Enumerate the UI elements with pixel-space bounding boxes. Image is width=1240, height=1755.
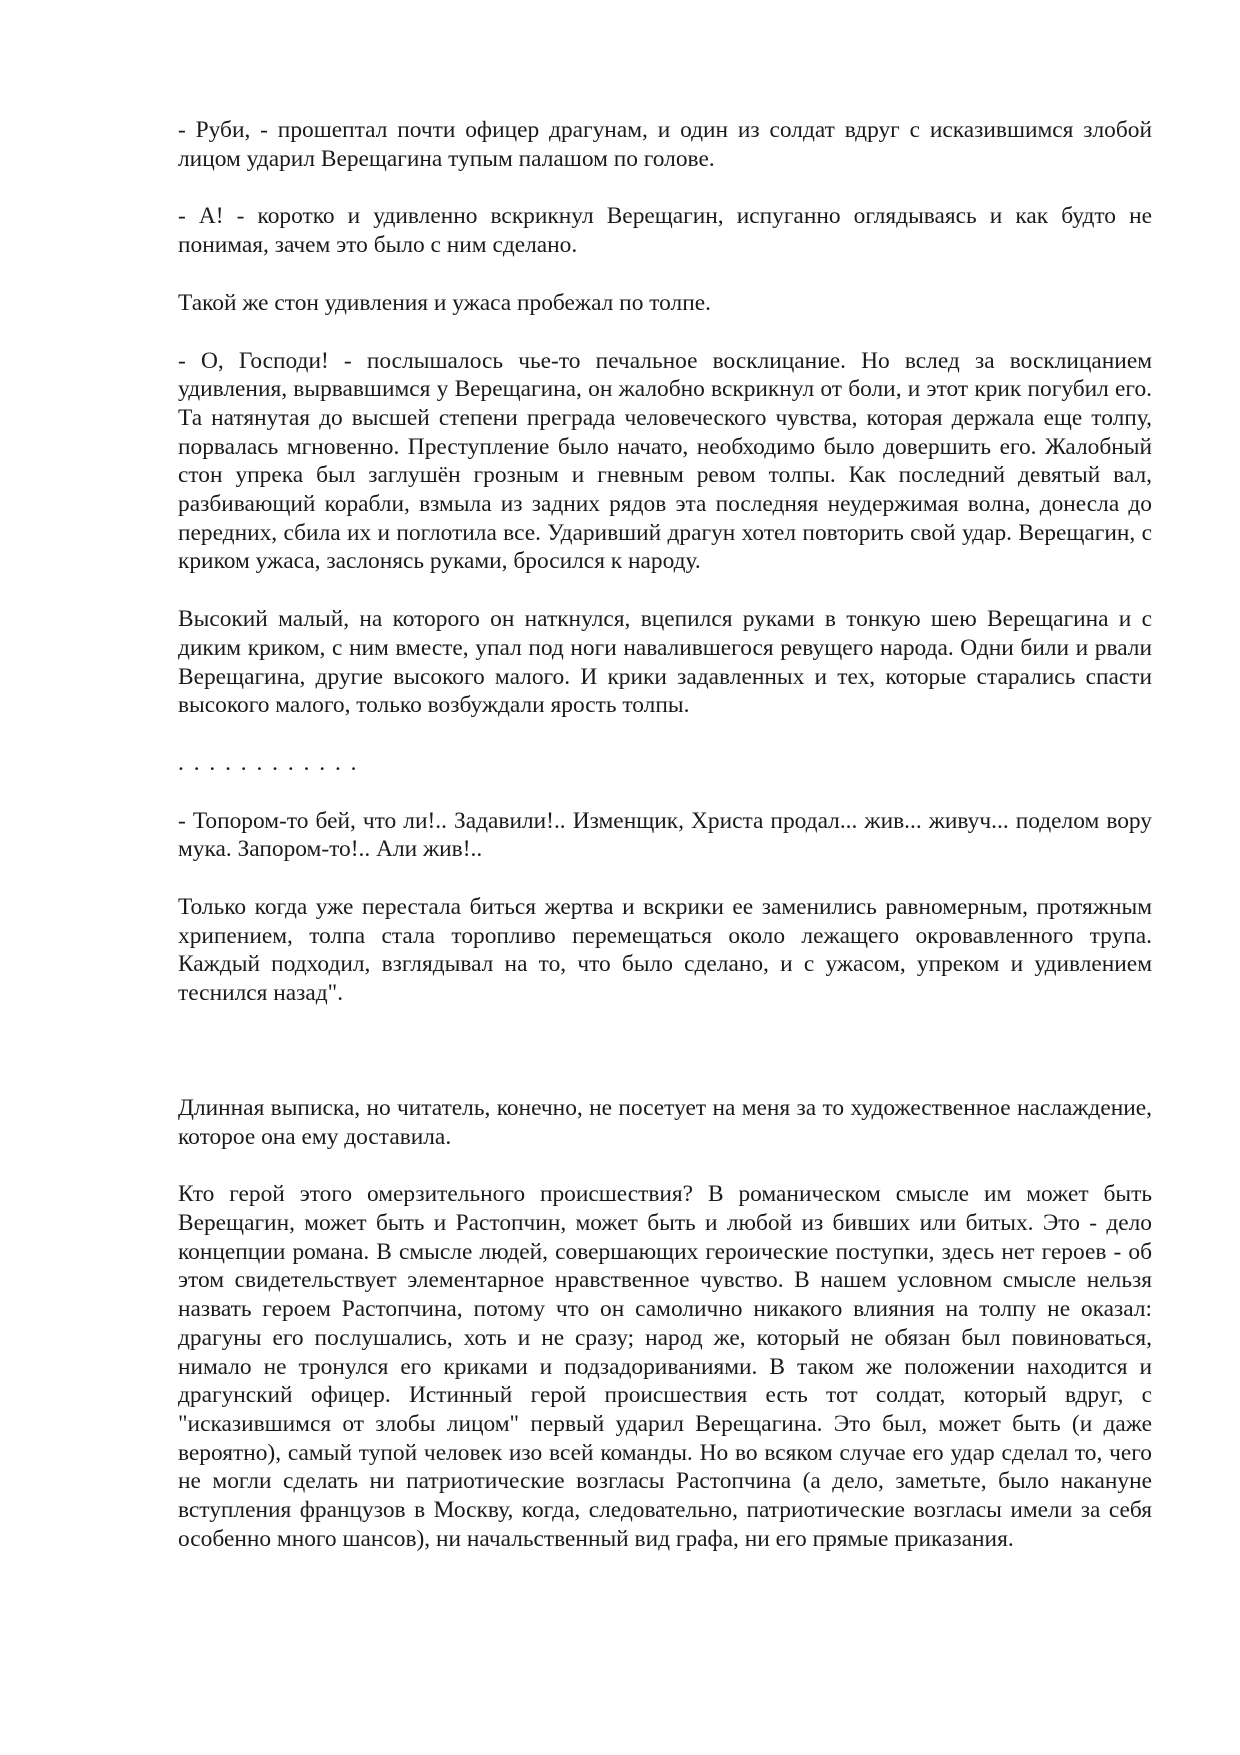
paragraph: - А! - коротко и удивленно вскрикнул Верещагин, испуганно оглядываясь и как будто не понимая, зачем это было с ним сделано.	[178, 203, 1152, 259]
paragraph: - Руби, - прошептал почти офицер драгунам, и один из солдат вдруг с исказившимся злобой лицом ударил Верещагина тупым палашом по голове.	[178, 117, 1152, 172]
paragraph: Только когда уже перестала биться жертва и вскрики ее заменились равномерным, протяжным хрипением, толпа стала торопливо перемещаться около лежащего окровавленного трупа. Каждый подходил, взглядывал на то, что было сделано, и с ужасом, упреком и удивлением теснился назад".	[178, 894, 1152, 1007]
section-separator: . . . . . . . . . . . .	[178, 749, 359, 776]
paragraph: Такой же стон удивления и ужаса пробежал по толпе.	[178, 289, 711, 316]
document-page	[178, 116, 1152, 1582]
section-gap	[178, 1037, 1152, 1094]
paragraph: Высокий малый, на которого он наткнулся, вцепился руками в тонкую шею Верещагина и с диким криком, с ним вместе, упал под ноги навалившегося ревущего народа. Одни били и рвали Верещагина, другие высокого малого. И крики задавленных и тех, которые старались спасти высокого малого, только возбуждали ярость толпы.	[178, 606, 1152, 719]
paragraph: - О, Господи! - послышалось чье-то печальное восклицание. Но вслед за восклицанием удивления, вырвавшимся у Верещагина, он жалобно вскрикнул от боли, и этот крик погубил его. Та натянутая до высшей степени преграда человеческого чувства, которая держала еще толпу, порвалась мгновенно. Преступление было начато, необходимо было довершить его. Жалобный стон упрека был заглушён грозным и гневным ревом толпы. Как последний девятый вал, разбивающий корабли, взмыла из задних рядов эта последняя неудержимая волна, донесла до передних, сбила их и поглотила все. Ударивший драгун хотел повторить свой удар. Верещагин, с криком ужаса, заслонясь руками, бросился к народу.	[178, 347, 1152, 575]
paragraph: - Топором-то бей, что ли!.. Задавили!.. Изменщик, Христа продал... жив... живуч... поделом вору мука. Запором-то!.. Али жив!..	[178, 807, 1152, 863]
paragraph: Кто герой этого омерзительного происшествия? В романическом смысле им может быть Верещагин, может быть и Растопчин, может быть и любой из бивших или битых. Это - дело концепции романа. В смысле людей, совершающих героические поступки, здесь нет героев - об этом свидетельствует элементарное нравственное чувство. В нашем условном смысле нельзя назвать героем Растопчина, потому что он самолично никакого влияния на толпу не оказал: драгуны его послушались, хоть и не сразу; народ же, который не обязан был повиноваться, нимало не тронулся его криками и подзадориваниями. В таком же положении находится и драгунский офицер. Истинный герой происшествия есть тот солдат, который вдруг, с "исказившимся от злобы лицом" первый ударил Верещагина. Это был, может быть (и даже вероятно), самый тупой человек изо всей команды. Но во всяком случае его удар сделал то, чего не могли сделать ни патриотические возгласы Растопчина (а дело, заметьте, было накануне вступления французов в Москву, когда, следовательно, патриотические возгласы имели за себя особенно много шансов), ни начальственный вид графа, ни его прямые приказания.	[178, 1181, 1152, 1552]
paragraph: Длинная выписка, но читатель, конечно, не посетует на меня за то художественное наслаждение, которое она ему доставила.	[178, 1094, 1152, 1150]
